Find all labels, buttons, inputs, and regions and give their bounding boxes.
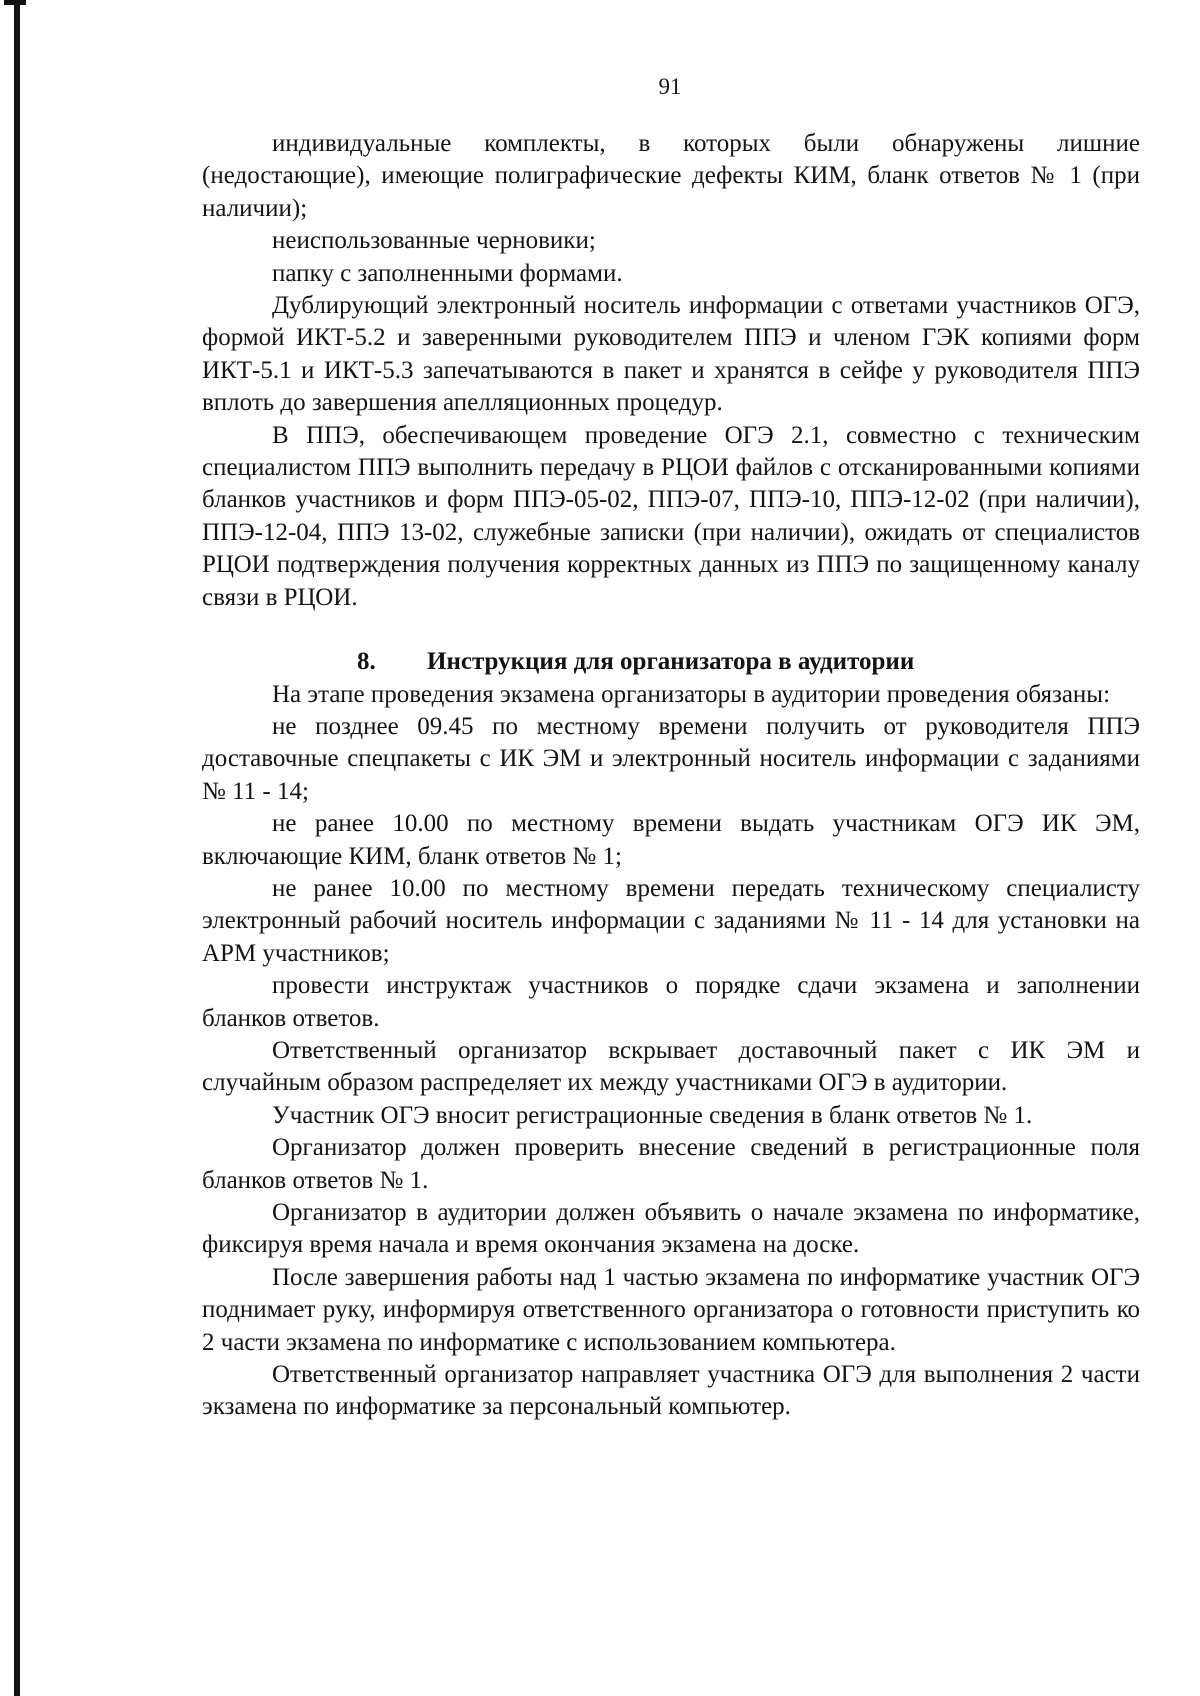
document-body (202, 128, 1140, 1424)
paragraph: Участник ОГЭ вносит регистрационные сведения в бланк ответов № 1. (272, 1101, 1033, 1129)
paragraph: неиспользованные черновики; (272, 227, 596, 255)
paragraph: В ППЭ, обеспечивающем проведение ОГЭ 2.1, совместно с техническим специалистом ППЭ выполнить передачу в РЦОИ файлов с отсканированными копиями бланков участников и форм ППЭ-05-02, ППЭ-07, ППЭ-10, ППЭ-12-02 (при наличии), ППЭ-12-04, ППЭ 13-02, служебные записки (при наличии), ожидать от специалистов РЦОИ подтверждения получения корректных данных из ППЭ по защищенному каналу связи в РЦОИ. (202, 421, 1140, 611)
scan-edge-mark (4, 0, 26, 5)
scan-edge-line (14, 0, 20, 1696)
paragraph: На этапе проведения экзамена организаторы в аудитории проведения обязаны: (272, 680, 1111, 708)
paragraph: индивидуальные комплекты, в которых были обнаружены лишние (недостающие), имеющие полиграфические дефекты КИМ, бланк ответов № 1 (при наличии); (202, 130, 1140, 222)
paragraph: Организатор в аудитории должен объявить о начале экзамена по информатике, фиксируя время начала и время окончания экзамена на доске. (202, 1199, 1140, 1259)
paragraph: Ответственный организатор вскрывает доставочный пакет с ИК ЭМ и случайным образом распределяет их между участниками ОГЭ в аудитории. (202, 1036, 1140, 1097)
page-number: 91 (658, 74, 682, 99)
paragraph: Ответственный организатор направляет участника ОГЭ для выполнения 2 части экзамена по информатике за персональный компьютер. (202, 1361, 1140, 1421)
section-title: Инструкция для организатора в аудитории (427, 648, 915, 676)
section-number: 8. (357, 648, 376, 676)
paragraph: не ранее 10.00 по местному времени передать техническому специалисту электронный рабочий носитель информации с заданиями № 11 - 14 для установки на АРМ участников; (202, 874, 1140, 967)
paragraph: Организатор должен проверить внесение сведений в регистрационные поля бланков ответов № 1. (202, 1134, 1140, 1194)
paragraph: папку с заполненными формами. (272, 259, 623, 287)
paragraph: не ранее 10.00 по местному времени выдать участникам ОГЭ ИК ЭМ, включающие КИМ, бланк ответов № 1; (202, 810, 1140, 870)
section-heading (202, 646, 1140, 678)
paragraph: не позднее 09.45 по местному времени получить от руководителя ППЭ доставочные спецпакеты с ИК ЭМ и электронный носитель информации с заданиями № 11 - 14; (202, 712, 1140, 805)
paragraph: провести инструктаж участников о порядке сдачи экзамена и заполнении бланков ответов. (202, 972, 1140, 1032)
paragraph: После завершения работы над 1 частью экзамена по информатике участник ОГЭ поднимает руку, информируя ответственного организатора о готовности приступить ко 2 части экзамена по информатике с использованием компьютера. (202, 1263, 1140, 1356)
paragraph: Дублирующий электронный носитель информации с ответами участников ОГЭ, формой ИКТ-5.2 и заверенными руководителем ППЭ и членом ГЭК копиями форм ИКТ-5.1 и ИКТ-5.3 запечатываются в пакет и хранятся в сейфе у руководителя ППЭ вплоть до завершения апелляционных процедур. (202, 292, 1140, 417)
